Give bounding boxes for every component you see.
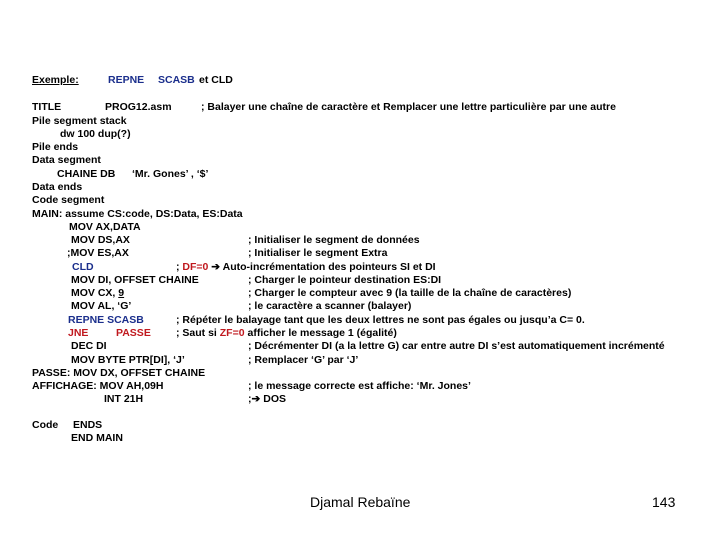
mov-cx-prefix: MOV CX, bbox=[71, 287, 119, 299]
pile-ends-line: Pile ends bbox=[32, 141, 79, 153]
mov-ax-instruction: MOV AX,DATA bbox=[69, 221, 141, 233]
dec-instruction: DEC DI bbox=[71, 340, 107, 352]
code-segment-line: Code segment bbox=[32, 194, 105, 206]
passe-line: PASSE: MOV DX, OFFSET CHAINE bbox=[32, 367, 206, 379]
data-segment-line: Data segment bbox=[32, 154, 101, 166]
data-ends-line: Data ends bbox=[32, 181, 83, 193]
repne-keyword: REPNE bbox=[108, 74, 145, 86]
mov-cx-instruction bbox=[71, 287, 124, 300]
mov-di-instruction: MOV DI, OFFSET CHAINE bbox=[71, 274, 199, 286]
mov-es-comment: ; Initialiser le segment Extra bbox=[248, 247, 388, 259]
end-main-line: END MAIN bbox=[71, 432, 123, 444]
int-comment-text: DOS bbox=[260, 393, 286, 405]
mov-ds-instruction: MOV DS,AX bbox=[71, 234, 130, 246]
jne-comment bbox=[176, 327, 397, 340]
scasb-keyword: SCASB bbox=[158, 74, 195, 86]
mov-cx-comment: ; Charger le compteur avec 9 (la taille de la chaîne de caractères) bbox=[248, 287, 572, 299]
cld-instruction: CLD bbox=[72, 261, 94, 273]
jne-keyword: JNE bbox=[68, 327, 89, 339]
mov-di-comment: ; Charger le pointeur destination ES:DI bbox=[248, 274, 442, 286]
mov-cx-count: 9 bbox=[118, 287, 125, 299]
title-comment: ; Balayer une chaîne de caractère et Remplacer une lettre particulière par une autre bbox=[201, 101, 616, 113]
int-comment-prefix: ; bbox=[248, 393, 252, 405]
mov-byte-comment: ; Remplacer ‘G’ par ‘J’ bbox=[248, 354, 359, 366]
page-number: 143 bbox=[652, 494, 676, 510]
code-keyword: Code bbox=[32, 419, 59, 431]
jne-comment-prefix: ; Saut si bbox=[176, 327, 220, 339]
example-heading: Exemple: bbox=[32, 74, 79, 86]
ends-keyword: ENDS bbox=[73, 419, 103, 431]
df-flag: DF=0 bbox=[182, 261, 209, 273]
cld-comment-text: Auto-incrémentation des pointeurs SI et DI bbox=[222, 261, 436, 273]
zf-flag: ZF=0 bbox=[219, 327, 245, 339]
title-name: PROG12.asm bbox=[105, 101, 172, 113]
mov-byte-instruction: MOV BYTE PTR[DI], ‘J’ bbox=[71, 354, 185, 366]
author-name: Djamal Rebaïne bbox=[310, 494, 411, 510]
jne-comment-text: afficher le message 1 (égalité) bbox=[244, 327, 397, 339]
arrow-icon: ➔ bbox=[251, 393, 261, 405]
affichage-instruction: AFFICHAGE: MOV AH,09H bbox=[32, 380, 164, 392]
title-keyword: TITLE bbox=[32, 101, 62, 113]
chaine-value: ‘Mr. Gones’ , ‘$’ bbox=[132, 168, 209, 180]
repne-comment: ; Répéter le balayage tant que les deux lettres ne sont pas égales ou jusqu’a C= 0. bbox=[176, 314, 585, 326]
int-comment bbox=[248, 393, 286, 406]
main-assume-line: MAIN: assume CS:code, DS:Data, ES:Data bbox=[32, 208, 243, 220]
dec-comment: ; Décrémenter DI (a la lettre G) car entre autre DI s’est automatiquement incrémenté bbox=[248, 340, 665, 352]
dw-line: dw 100 dup(?) bbox=[60, 128, 131, 140]
cld-comment bbox=[176, 261, 436, 274]
mov-es-instruction: ;MOV ES,AX bbox=[67, 247, 129, 259]
arrow-icon: ➔ bbox=[208, 261, 223, 273]
mov-al-instruction: MOV AL, ‘G’ bbox=[71, 300, 132, 312]
chaine-declaration: CHAINE DB bbox=[57, 168, 116, 180]
int-instruction: INT 21H bbox=[104, 393, 144, 405]
jne-target: PASSE bbox=[116, 327, 151, 339]
mov-ds-comment: ; Initialiser le segment de données bbox=[248, 234, 420, 246]
pile-segment-line: Pile segment stack bbox=[32, 115, 127, 127]
mov-al-comment: ; le caractère a scanner (balayer) bbox=[248, 300, 412, 312]
header-rest: et CLD bbox=[199, 74, 233, 86]
repne-scasb-instruction: REPNE SCASB bbox=[68, 314, 144, 326]
cld-comment-prefix: ; bbox=[176, 261, 183, 273]
affichage-comment: ; le message correcte est affiche: ‘Mr. Jones’ bbox=[248, 380, 471, 392]
